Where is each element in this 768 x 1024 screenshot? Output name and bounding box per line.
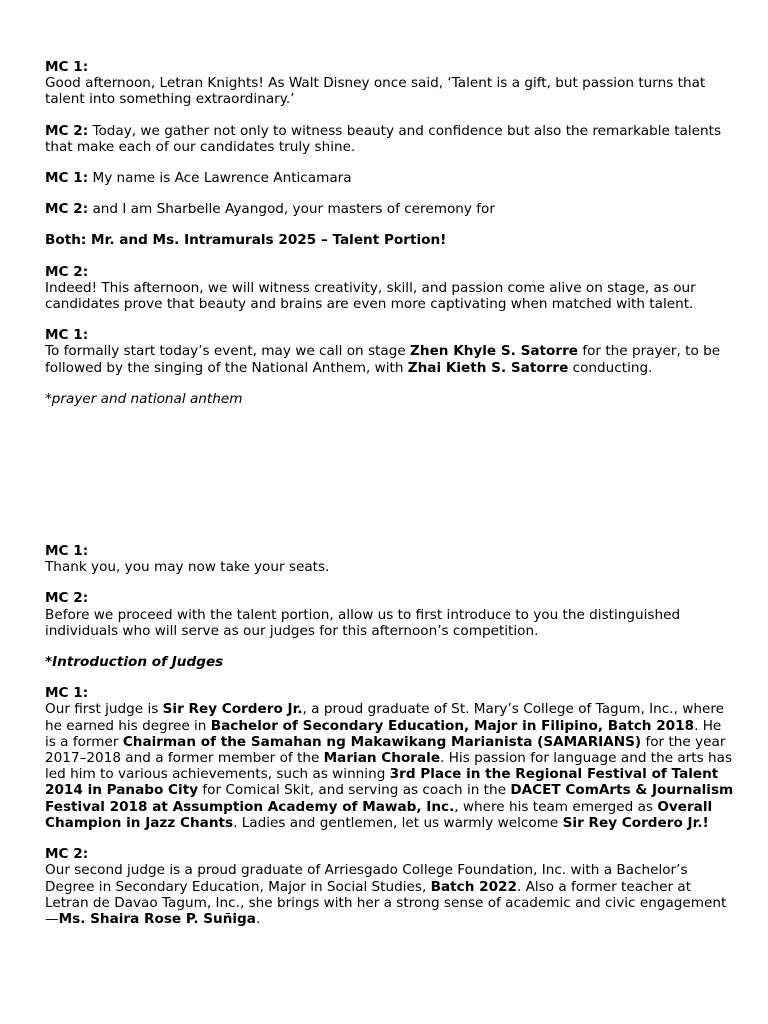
batch-label: Batch 2022 bbox=[430, 878, 517, 895]
script-text: Before we proceed with the talent portion, allow us to first introduce to you the distinguished individuals who will serve as our judges for this afternoon’s competition. bbox=[45, 606, 681, 639]
script-text: . Also a former teacher at Letran de Davao Tagum, Inc., she brings with her a strong sense of academic and civic engagement— bbox=[45, 878, 727, 927]
person-name: Ms. Shaira Rose P. Suñiga bbox=[58, 910, 256, 927]
script-text: , where his team emerged as bbox=[454, 798, 658, 815]
speaker-label: MC 1: bbox=[45, 170, 89, 187]
group-name: Marian Chorale bbox=[323, 750, 441, 767]
degree-name: Bachelor of Secondary Education, Major in Filipino, Batch 2018 bbox=[210, 717, 695, 734]
award-name: 3rd Place in the Regional Festival of Talent 2014 in Panabo City bbox=[45, 766, 719, 799]
script-text: Indeed! This afternoon, we will witness creativity, skill, and passion come alive on stage, as our candidates prove that beauty and brains are even more captivating when matched with talent. bbox=[45, 279, 696, 313]
asterisk: * bbox=[45, 390, 52, 407]
script-block-mc1-name bbox=[45, 170, 735, 186]
person-name: Sir Rey Cordero Jr. bbox=[162, 701, 303, 718]
script-text: To formally start today’s event, may we call on stage bbox=[45, 343, 411, 360]
script-block-stage-direction bbox=[45, 391, 735, 407]
document-page bbox=[45, 59, 735, 942]
script-block-mc1-prayer-call bbox=[45, 327, 735, 376]
person-name: Zhai Kieth S. Satorre bbox=[407, 359, 569, 376]
speaker-label: MC 1: bbox=[45, 59, 89, 75]
script-block-mc2-indeed bbox=[45, 264, 735, 313]
speaker-label: MC 2: bbox=[45, 122, 89, 139]
speaker-label: MC 2: bbox=[45, 846, 89, 863]
script-text: Good afternoon, Letran Knights! As Walt Disney once said, ‘Talent is a gift, but passion turns that talent into something extraordinary.’ bbox=[45, 75, 706, 108]
script-text: for the prayer, to be followed by the singing of the National Anthem, with bbox=[45, 343, 721, 376]
blank-space bbox=[45, 422, 735, 543]
script-block-mc2-judges-intro bbox=[45, 590, 735, 639]
script-block-mc1-thank-you bbox=[45, 543, 735, 575]
script-text: for the year 2017–2018 and a former member of the bbox=[45, 733, 726, 767]
script-text: , a proud graduate of St. Mary’s College of Tagum, Inc., where he earned his degree in bbox=[45, 701, 724, 734]
stage-direction: prayer and national anthem bbox=[51, 390, 243, 407]
section-heading: *Introduction of Judges bbox=[45, 654, 224, 671]
script-text: Thank you, you may now take your seats. bbox=[45, 559, 330, 576]
script-block-mc1-first-judge bbox=[45, 685, 735, 831]
script-text: and I am Sharbelle Ayangod, your masters of ceremony for bbox=[88, 201, 495, 218]
script-text: Our second judge is a proud graduate of Arriesgado College Foundation, Inc. with a Bachelor’s Degree in Secondary Education, Major in Social Studies, bbox=[45, 862, 688, 895]
script-text: My name is Ace Lawrence Anticamara bbox=[88, 170, 352, 187]
script-text: conducting. bbox=[568, 359, 653, 376]
speaker-label: MC 1: bbox=[45, 543, 89, 560]
position-name: Chairman of the Samahan ng Makawikang Marianista (SAMARIANS) bbox=[122, 733, 642, 750]
person-name: Sir Rey Cordero Jr.! bbox=[562, 814, 709, 831]
script-text: . He is a former bbox=[45, 717, 722, 750]
script-text: . Ladies and gentlemen, let us warmly welcome bbox=[233, 814, 563, 831]
speaker-label: MC 2: bbox=[45, 590, 89, 607]
script-text: Today, we gather not only to witness beauty and confidence but also the remarkable talents that make each of our candidates truly shine. bbox=[45, 122, 722, 155]
speaker-label: MC 1: bbox=[45, 327, 89, 344]
award-name: Overall Champion in Jazz Chants bbox=[45, 798, 713, 831]
person-name: Zhen Khyle S. Satorre bbox=[410, 343, 578, 360]
speaker-label: MC 1: bbox=[45, 685, 89, 702]
speaker-label: MC 2: bbox=[45, 263, 89, 280]
script-block-mc1-opening bbox=[45, 59, 735, 108]
script-text: . His passion for language and the arts has led him to various achievements, such as winning bbox=[45, 750, 733, 783]
script-block-section-heading bbox=[45, 654, 735, 670]
event-name: DACET ComArts & Journalism Festival 2018 at Assumption Academy of Mawab, Inc. bbox=[45, 782, 734, 815]
script-block-both-title bbox=[45, 232, 735, 248]
script-text: Our first judge is bbox=[45, 701, 163, 718]
speaker-label: MC 2: bbox=[45, 201, 89, 218]
script-text: . bbox=[255, 910, 261, 927]
script-block-mc2-gather bbox=[45, 123, 735, 155]
script-block-mc2-second-judge bbox=[45, 846, 735, 927]
event-title: Both: Mr. and Ms. Intramurals 2025 – Talent Portion! bbox=[45, 232, 447, 249]
script-text: for Comical Skit, and serving as coach in the bbox=[198, 782, 511, 799]
script-block-mc2-name bbox=[45, 201, 735, 217]
